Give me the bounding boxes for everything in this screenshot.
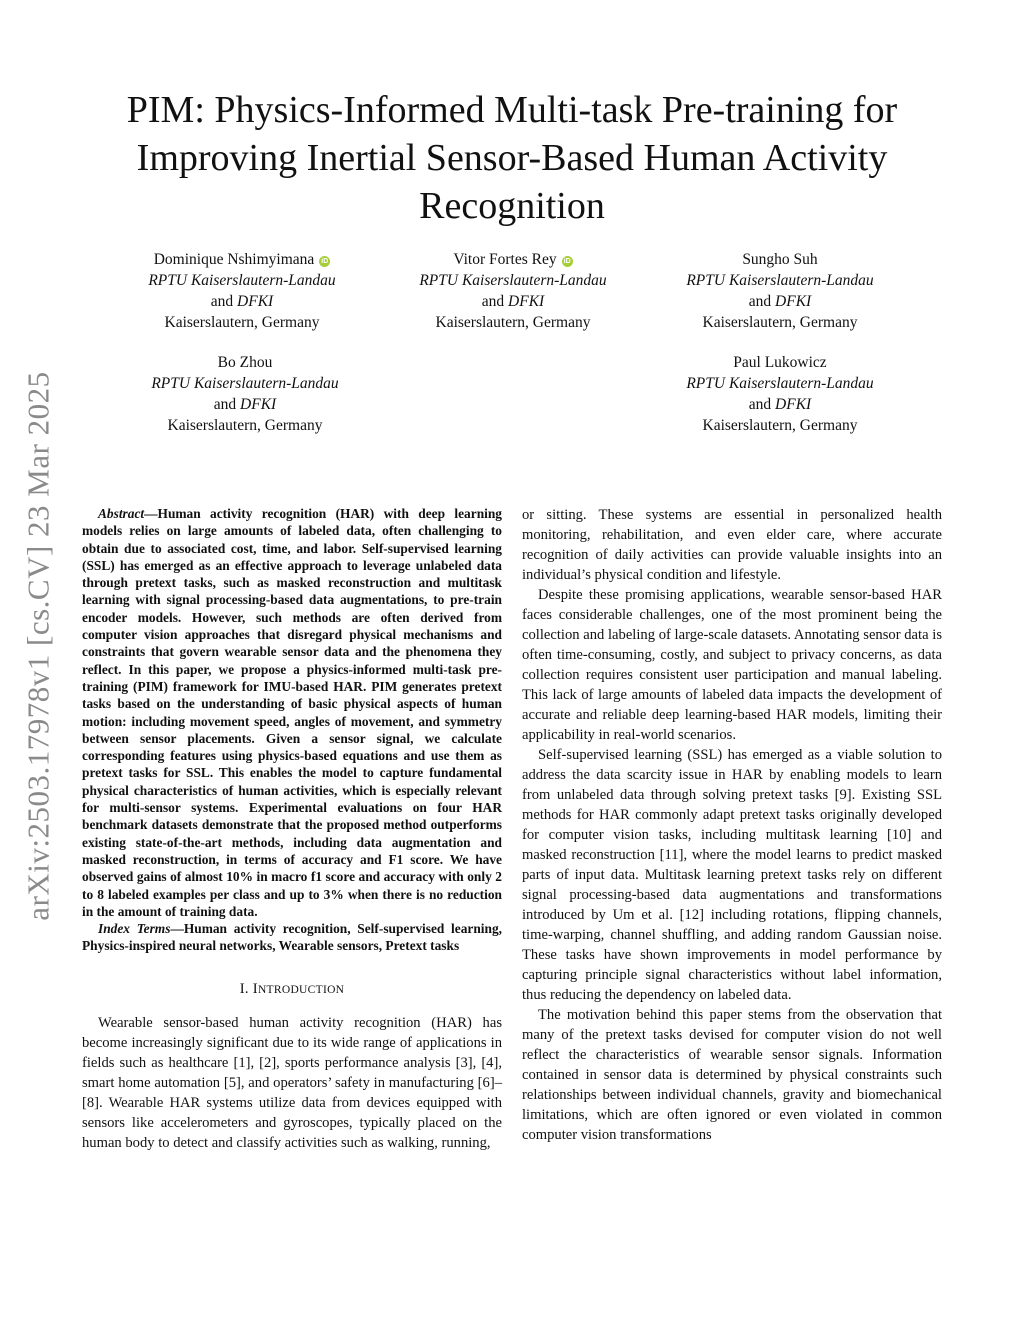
author-name: Vitor Fortes Rey bbox=[453, 251, 557, 268]
section-title-rest: NTRODUCTION bbox=[257, 983, 345, 996]
author-block-3 bbox=[630, 249, 930, 333]
author-org: DFKI bbox=[237, 293, 274, 310]
author-block-2 bbox=[363, 249, 663, 333]
author-and: and bbox=[481, 293, 509, 310]
author-affiliation: RPTU Kaiserslautern-Landau bbox=[686, 272, 874, 289]
author-org: DFKI bbox=[775, 293, 812, 310]
author-org: DFKI bbox=[240, 396, 277, 413]
author-location: Kaiserslautern, Germany bbox=[167, 417, 323, 434]
abstract-text: —Human activity recognition (HAR) with deep learning models relies on large amounts of labeled data, often challenging to obtain due to associated cost, time, and labor. Self-supervised learning (SSL) has emerged as an effective approach to leverage unlabeled data through pretext tasks, such as masked reconstruction and multitask learning with signal processing-based data augmentations, to pre-train encoder models. However, such methods are often derived from computer vision approaches that disregard physical mechanisms and constraints that govern wearable sensor data and the phenomena they reflect. In this paper, we propose a physics-informed multi-task pre-training (PIM) framework for IMU-based HAR. PIM generates pretext tasks based on the understanding of basic physical aspects of human motion: including movement speed, angles of movement, and symmetry between sensor placements. Given a sensor signal, we calculate corresponding features using physics-based equations and use them as pretext tasks for SSL. This enables the model to capture fundamental physical characteristics of human activities, which is especially relevant for multi-sensor systems. Experimental evaluations on four HAR benchmark datasets demonstrate that the proposed method outperforms existing state-of-the-art methods, including data augmentation and masked reconstruction, in terms of accuracy and F1 score. We have observed gains of almost 10% in macro f1 score and accuracy with only 2 to 8 labeled examples per class and up to 3% when there is no reduction in the amount of training data. bbox=[82, 506, 502, 919]
author-name: Bo Zhou bbox=[217, 354, 273, 371]
author-location: Kaiserslautern, Germany bbox=[164, 314, 320, 331]
body-paragraph: Despite these promising applications, wearable sensor-based HAR faces considerable challenges, one of the most prominent being the collection and labeling of large-scale datasets. Annotating sensor data is often time-consuming, costly, and subject to privacy concerns, as data collection requires consistent user participation and manual labeling. This lack of large amounts of labeled data impacts the development of accurate and reliable deep learning-based HAR models, limiting their applicability in real-world scenarios. bbox=[522, 587, 942, 743]
author-and: and bbox=[748, 293, 776, 310]
author-block-5 bbox=[630, 352, 930, 436]
section-heading-introduction bbox=[82, 979, 502, 1000]
body-paragraph: Self-supervised learning (SSL) has emerged as a viable solution to address the data scarcity issue in HAR by enabling models to learn from unlabeled data through solving pretext tasks [9]. Existing SSL methods for HAR commonly adapt pretext tasks originally developed for computer vision tasks, including multitask learning [10] and masked reconstruction [11], where the model learns to predict masked parts of input data. Multitask learning pretext tasks rely on different signal processing-based data augmentations and transformations introduced by Um et al. [12] including rotations, flipping channels, time-warping, channel shuffling, and adding random Gaussian noise. These tasks have shown improvements in model performance by capturing principle signal characteristics without label information, thus reducing the dependency on labeled data. bbox=[522, 747, 942, 1003]
index-terms bbox=[82, 920, 502, 955]
author-and: and bbox=[748, 396, 776, 413]
paper-title: PIM: Physics-Informed Multi-task Pre-training for Improving Inertial Sensor-Based Human Activity Recognition bbox=[126, 89, 898, 227]
author-and: and bbox=[210, 293, 238, 310]
arxiv-identifier-text: arXiv:2503.17978v1 [cs.CV] 23 Mar 2025 bbox=[21, 371, 57, 921]
author-block-1 bbox=[92, 249, 392, 333]
section-number: I. bbox=[239, 980, 249, 997]
author-affiliation: RPTU Kaiserslautern-Landau bbox=[148, 272, 336, 289]
index-terms-label: Index Terms bbox=[98, 921, 171, 937]
orcid-icon[interactable]: iD bbox=[563, 258, 571, 265]
body-paragraph: The motivation behind this paper stems from the observation that many of the pretext tasks devised for computer vision do not well reflect the characteristics of wearable sensor signals. Information contained in sensor data is determined by physical constraints such relationships between individual channels, gravity and biomechanical limitations, which are often ignored or even violated in common computer vision transformations bbox=[522, 1007, 942, 1143]
left-column bbox=[82, 505, 502, 1153]
author-affiliation: RPTU Kaiserslautern-Landau bbox=[686, 375, 874, 392]
author-name: Dominique Nshimyimana bbox=[153, 251, 315, 268]
author-org: DFKI bbox=[508, 293, 545, 310]
abstract bbox=[82, 505, 502, 920]
author-org: DFKI bbox=[775, 396, 812, 413]
author-location: Kaiserslautern, Germany bbox=[702, 417, 858, 434]
author-location: Kaiserslautern, Germany bbox=[435, 314, 591, 331]
orcid-icon[interactable]: iD bbox=[321, 258, 329, 265]
author-block-4 bbox=[95, 352, 395, 436]
intro-paragraph-1: Wearable sensor-based human activity recognition (HAR) has become increasingly significant due to its wide range of applications in fields such as healthcare [1], [2], sports performance analysis [3], [4], smart home automation [5], and operators’ safety in manufacturing [6]–[8]. Wearable HAR systems utilize data from devices equipped with sensors like accelerometers and gyroscopes, typically placed on the human body to detect and classify activities such as walking, running, bbox=[82, 1014, 502, 1151]
right-column bbox=[522, 505, 942, 1145]
section-title-first: I bbox=[252, 980, 258, 997]
index-terms-text: —Human activity recognition, Self-supervised learning, Physics-inspired neural networks, Wearable sensors, Pretext tasks bbox=[82, 921, 502, 954]
arxiv-identifier-stamp bbox=[14, 348, 64, 944]
author-and: and bbox=[213, 396, 241, 413]
author-location: Kaiserslautern, Germany bbox=[702, 314, 858, 331]
author-affiliation: RPTU Kaiserslautern-Landau bbox=[151, 375, 339, 392]
author-name: Paul Lukowicz bbox=[733, 354, 827, 371]
body-paragraph-continued: or sitting. These systems are essential in personalized health monitoring, rehabilitation, and even elder care, where accurate recognition of daily activities can provide valuable insights into an individual’s physical condition and lifestyle. bbox=[522, 507, 942, 583]
author-name: Sungho Suh bbox=[742, 251, 818, 268]
author-affiliation: RPTU Kaiserslautern-Landau bbox=[419, 272, 607, 289]
abstract-label: Abstract bbox=[98, 506, 145, 521]
